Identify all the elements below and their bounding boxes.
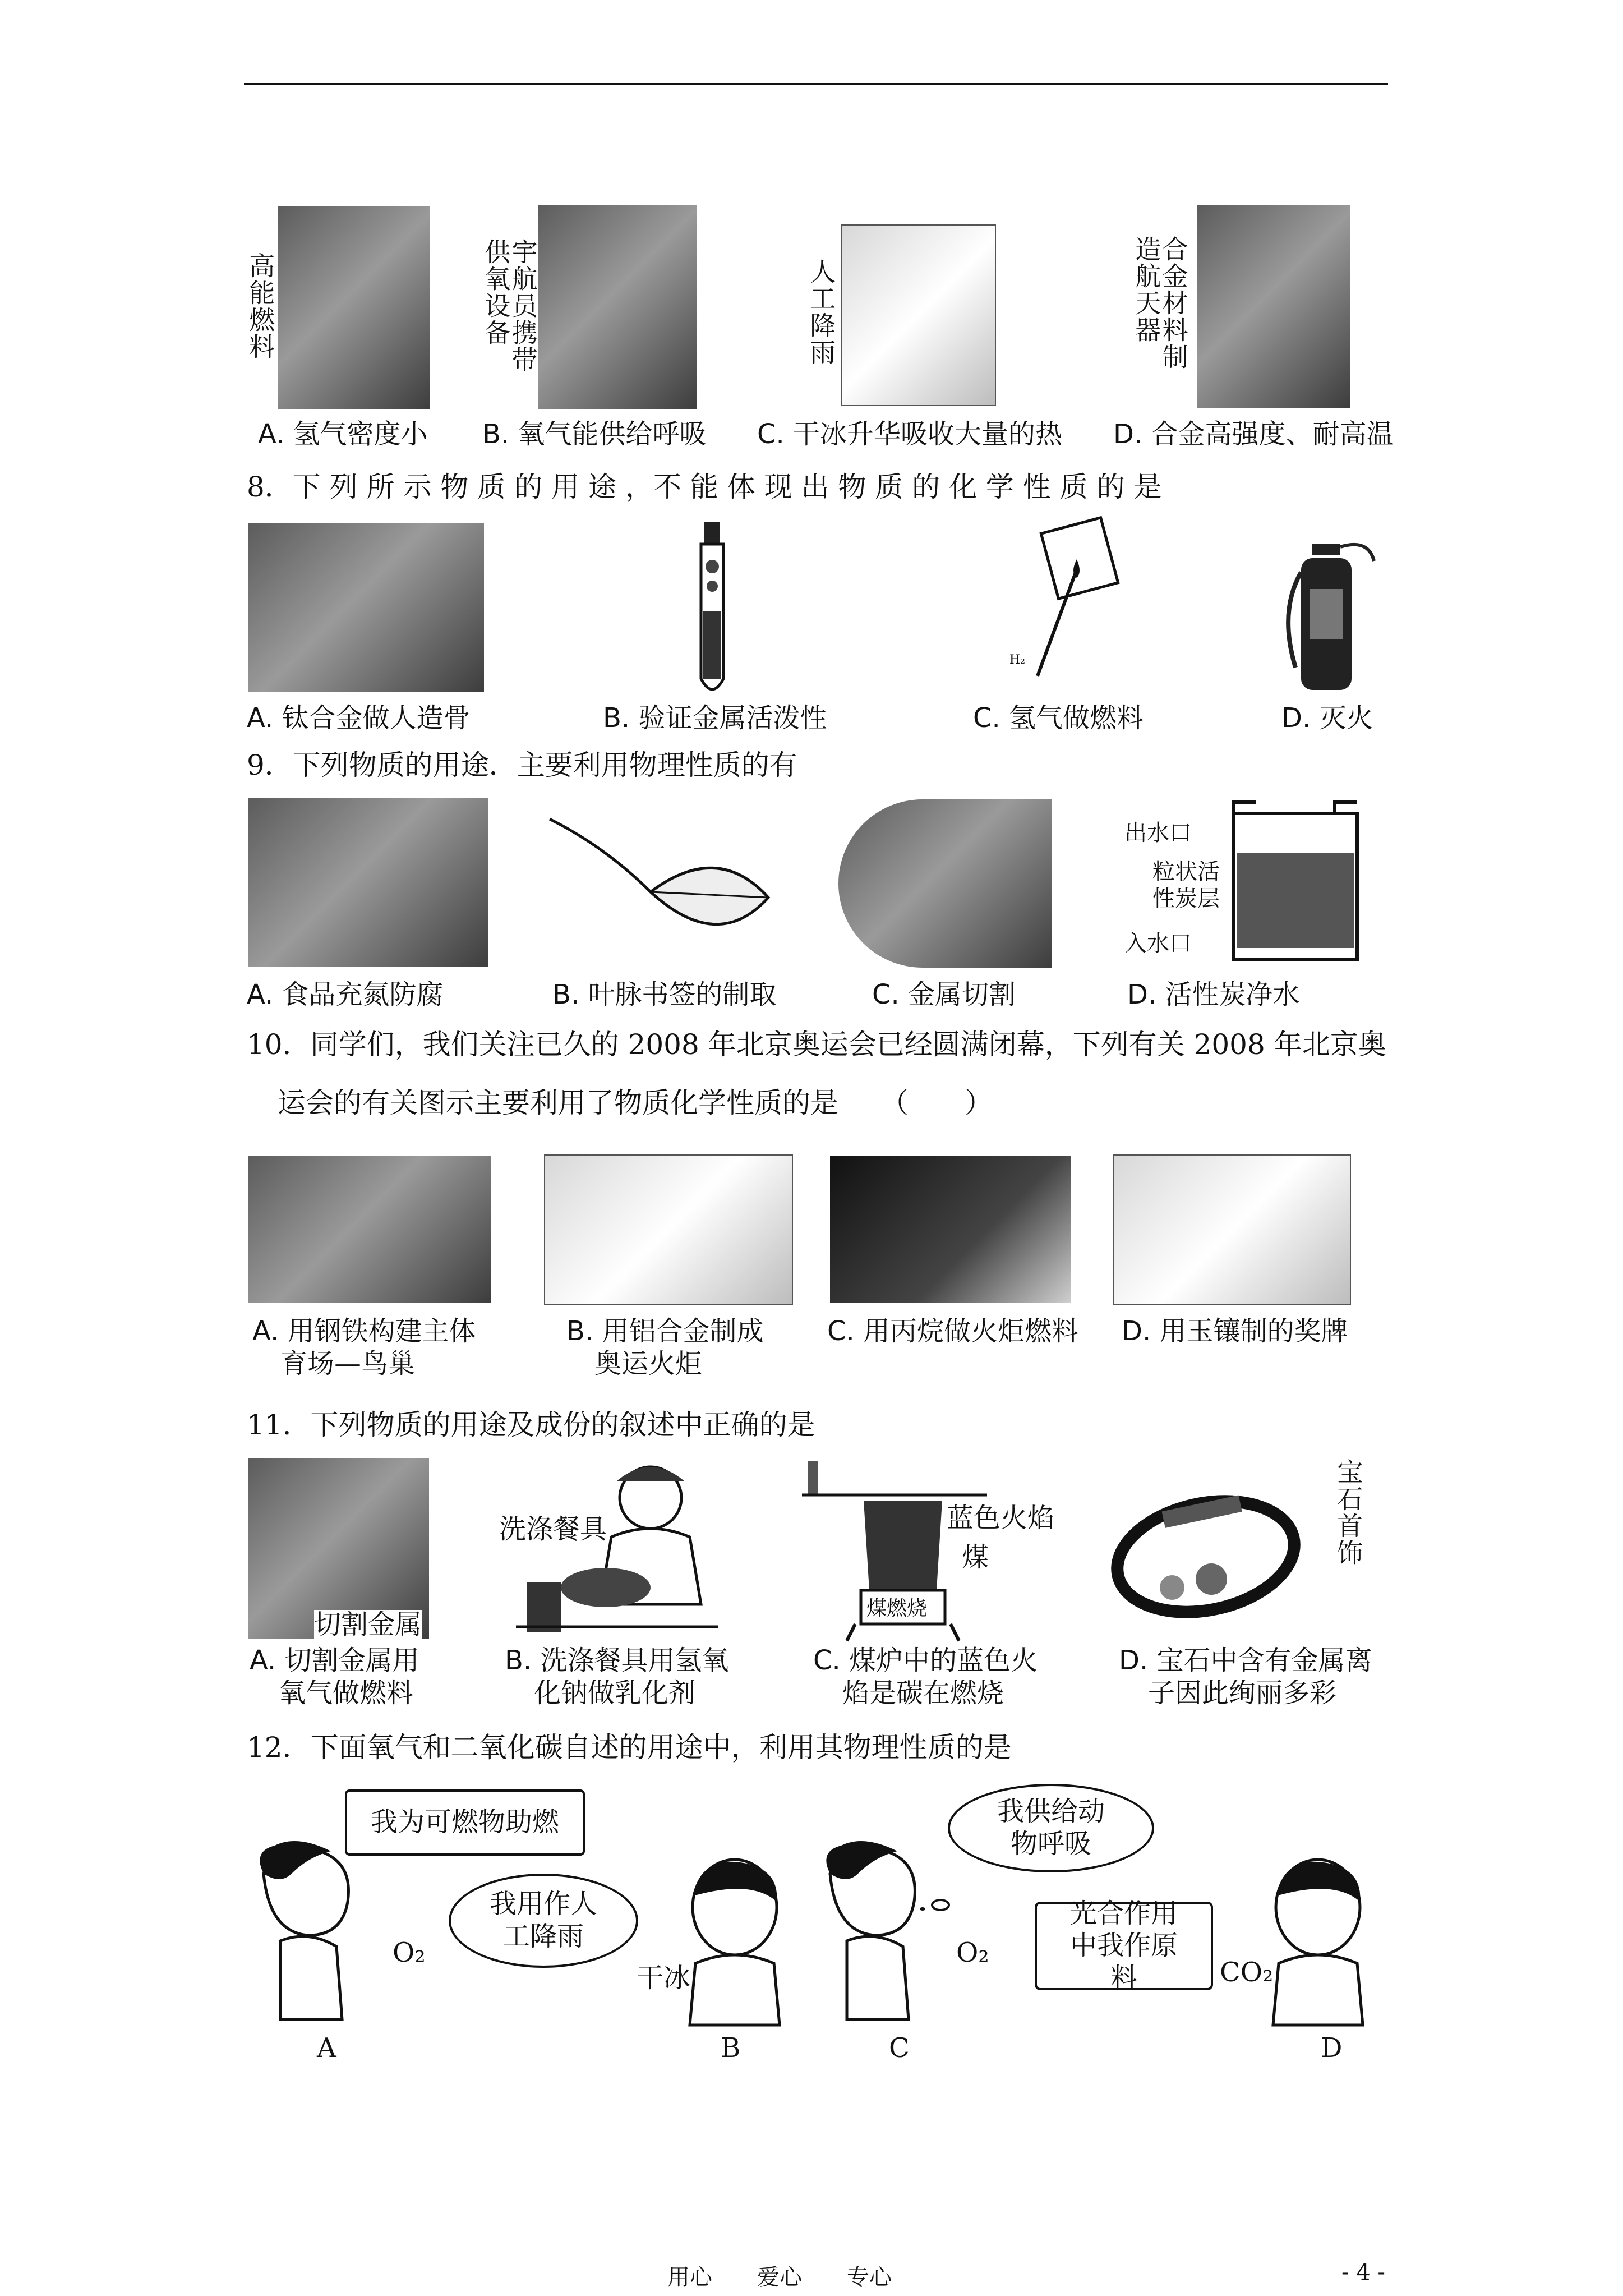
q7-caption-d: D. 合金高强度、耐高温 bbox=[1113, 418, 1394, 450]
q10-stem-line1: 10．同学们，我们关注已久的 2008 年北京奥运会已经圆满闭幕，下列有关 2008 年北京奥 bbox=[247, 1028, 1386, 1061]
q11-caption-b bbox=[505, 1645, 728, 1709]
speech-bubble-a: 我为可燃物助燃 bbox=[345, 1789, 585, 1856]
q11-label-gem: 宝石首饰 bbox=[1333, 1458, 1364, 1566]
girl-figure-a bbox=[247, 1840, 376, 2025]
outlet-label: 出水口 bbox=[1124, 820, 1192, 846]
q7-label-b: 宇航员携带供氧设备 bbox=[481, 238, 538, 373]
rocket-photo bbox=[278, 206, 430, 409]
q7-caption-b: B. 氧气能供给呼吸 bbox=[482, 418, 707, 450]
speech-bubble-b-text: 我用作人工降雨 bbox=[489, 1888, 597, 1952]
speech-bubble-d bbox=[1035, 1897, 1213, 1994]
q10-caption-c: C. 用丙烷做火炬燃料 bbox=[827, 1315, 1079, 1347]
q11-label-blue-flame: 蓝色火焰 bbox=[947, 1502, 1055, 1534]
q7-label-c: 人工降雨 bbox=[806, 258, 837, 366]
q12-stem: 12．下面氧气和二氧化碳自述的用途中，利用其物理性质的是 bbox=[247, 1731, 1012, 1764]
q9-caption-a: A. 食品充氮防腐 bbox=[247, 979, 444, 1010]
q8-caption-b: B. 验证金属活泼性 bbox=[603, 702, 827, 734]
fire-extinguisher-icon bbox=[1279, 527, 1380, 696]
q11-caption-c-line1: C. 煤炉中的蓝色火 bbox=[813, 1645, 1038, 1676]
jade-medals-photo bbox=[1113, 1154, 1351, 1305]
q10-caption-a bbox=[252, 1315, 476, 1380]
page-number: - 4 - bbox=[1341, 2260, 1385, 2285]
q8-caption-a: A. 钛合金做人造骨 bbox=[247, 702, 471, 734]
q8-caption-d: D. 灭火 bbox=[1281, 702, 1373, 734]
titanium-bone-photo bbox=[248, 523, 484, 692]
metal-cutting-photo bbox=[838, 799, 1052, 968]
letter-c: C bbox=[889, 2032, 910, 2064]
q11-caption-c bbox=[813, 1645, 1038, 1709]
inlet-label: 入水口 bbox=[1124, 931, 1192, 956]
letter-d: D bbox=[1321, 2032, 1343, 2064]
q10-caption-a-line1: A. 用钢铁构建主体 bbox=[252, 1315, 476, 1347]
nitrogen-food-photo bbox=[248, 798, 488, 967]
letter-a: A bbox=[317, 2032, 336, 2064]
header-rule bbox=[244, 83, 1388, 85]
footer-motto: 用心 爱心 专心 bbox=[667, 2265, 892, 2290]
speech-bubble-d-text: 光合作用中我作原料 bbox=[1069, 1897, 1178, 1994]
q9-caption-c: C. 金属切割 bbox=[872, 979, 1016, 1010]
q11-caption-d-line1: D. 宝石中含有金属离 bbox=[1119, 1645, 1372, 1676]
q11-caption-c-line2: 焰是碳在燃烧 bbox=[842, 1677, 1004, 1709]
q10-caption-b-line1: B. 用铝合金制成 bbox=[566, 1315, 764, 1347]
letter-b: B bbox=[721, 2032, 741, 2064]
q10-caption-a-line2: 育场—鸟巢 bbox=[280, 1347, 416, 1379]
q8-caption-c: C. 氢气做燃料 bbox=[973, 702, 1144, 734]
metal-activity-tube-icon bbox=[690, 522, 735, 701]
astronaut-photo bbox=[538, 205, 697, 409]
q11-caption-d-line2: 子因此绚丽多彩 bbox=[1148, 1677, 1337, 1709]
spacecraft-photo bbox=[1197, 205, 1350, 408]
chem-label-b: 干冰 bbox=[637, 1962, 691, 1994]
rain-cloud-picture bbox=[841, 224, 996, 406]
q10-caption-b bbox=[566, 1315, 763, 1380]
q11-caption-b-line2: 化钠做乳化剂 bbox=[534, 1677, 696, 1709]
q11-label-cut: 切割金属 bbox=[314, 1609, 422, 1640]
birds-nest-photo bbox=[248, 1156, 491, 1303]
q7-caption-a: A. 氢气密度小 bbox=[258, 418, 428, 450]
chem-label-c: O₂ bbox=[956, 1937, 989, 1968]
q7-label-d: 合金材料制造航天器 bbox=[1131, 236, 1189, 370]
q11-caption-b-line1: B. 洗涤餐具用氢氧 bbox=[505, 1645, 729, 1676]
boy-figure-d bbox=[1251, 1857, 1380, 2025]
filter-tank-icon bbox=[1223, 802, 1368, 965]
chem-label-d: CO₂ bbox=[1220, 1957, 1274, 1988]
h2-label: H₂ bbox=[1009, 653, 1026, 667]
girl-figure-c bbox=[813, 1840, 942, 2025]
q11-label-coal: 煤 bbox=[962, 1542, 989, 1573]
thought-bubble-c-text: 我供给动物呼吸 bbox=[997, 1796, 1105, 1860]
speech-bubble-b bbox=[449, 1874, 638, 1968]
boy-figure-b bbox=[667, 1857, 796, 2025]
q10-stem-line2: 运会的有关图示主要利用了物质化学性质的是 （ ） bbox=[278, 1087, 993, 1119]
carbon-layer-label: 粒状活性炭层 bbox=[1152, 859, 1220, 912]
q11-caption-a-line1: A. 切割金属用 bbox=[250, 1645, 419, 1676]
gemstone-bracelet-icon bbox=[1105, 1481, 1307, 1632]
chem-label-a: O₂ bbox=[393, 1937, 426, 1968]
q11-caption-a bbox=[250, 1645, 419, 1709]
torch-flame-photo bbox=[830, 1156, 1071, 1303]
q8-stem: 8．下 列 所 示 物 质 的 用 途 ，不 能 体 现 出 物 质 的 化 学 性 质 的 是 bbox=[247, 471, 1162, 503]
q11-caption-a-line2: 氧气做燃料 bbox=[279, 1677, 414, 1709]
q10-caption-d: D. 用玉镶制的奖牌 bbox=[1122, 1315, 1348, 1347]
thought-bubble-c bbox=[948, 1784, 1154, 1872]
q7-label-a: 高能燃料 bbox=[245, 252, 276, 360]
q11-label-wash: 洗涤餐具 bbox=[499, 1513, 607, 1545]
q11-label-coal-burning: 煤燃烧 bbox=[866, 1597, 928, 1620]
q9-stem: 9．下列物质的用途．主要利用物理性质的有 bbox=[247, 749, 797, 781]
thought-dot-small bbox=[920, 1907, 925, 1911]
q11-stem: 11．下列物质的用途及成份的叙述中正确的是 bbox=[247, 1409, 815, 1441]
q11-caption-d bbox=[1119, 1645, 1372, 1709]
olympic-torch-photo bbox=[544, 1154, 793, 1305]
q9-caption-b: B. 叶脉书签的制取 bbox=[552, 979, 777, 1010]
leaf-bookmark-icon bbox=[538, 808, 774, 965]
thought-dot-large bbox=[931, 1899, 950, 1911]
dish-washing-icon bbox=[516, 1458, 718, 1638]
q9-caption-d: D. 活性炭净水 bbox=[1127, 979, 1300, 1010]
q10-caption-b-line2: 奥运火炬 bbox=[594, 1347, 703, 1379]
q7-caption-c: C. 干冰升华吸收大量的热 bbox=[757, 418, 1063, 450]
